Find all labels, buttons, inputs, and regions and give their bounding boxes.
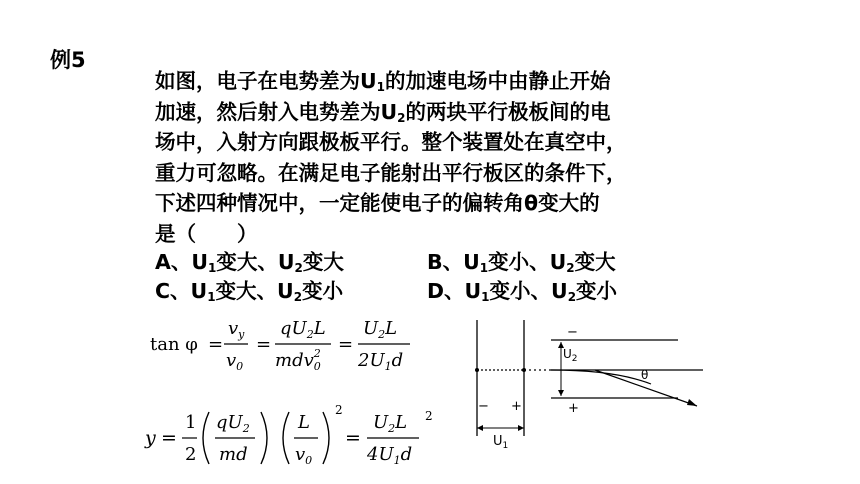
example-label: 例5 [50, 48, 86, 72]
physics-diagram [465, 318, 705, 450]
frac-denominator: $2U_1d$ [358, 350, 404, 373]
left-paren [203, 412, 209, 464]
question-line: 是（ ） [155, 221, 258, 246]
accel-minus-sign: − [478, 399, 489, 414]
arrow-head [558, 390, 564, 396]
electron-start-dot [475, 368, 479, 372]
accel-voltage-label: $U_1$ [493, 434, 509, 450]
frac-denominator: mdv$_0$2 [275, 347, 321, 373]
equals-sign: = [161, 427, 177, 449]
right-paren [261, 412, 267, 464]
formula-lhs: tan φ [150, 334, 198, 355]
question-line: 场中，入射方向跟极板平行。整个装置处在真空中， [155, 130, 627, 154]
deflect-voltage-label: $U_2$ [563, 347, 578, 364]
option-d[interactable]: D、$U_1$变小、$U_2$变小 [427, 279, 618, 304]
angle-label: θ [641, 368, 649, 382]
exponent: 2 [425, 409, 433, 423]
exit-dot [522, 368, 526, 372]
left-paren [283, 412, 289, 464]
equals-sign: = [256, 334, 272, 355]
answer-options [155, 248, 699, 306]
equals-sign: = [208, 334, 224, 355]
frac-numerator: $v_y$ [228, 318, 245, 341]
formula-y [143, 398, 443, 480]
question-line: 加速，然后射入电势差为$U_2$的两块平行极板间的电 [155, 99, 611, 125]
question-line: 如图，电子在电势差为$U_1$的加速电场中由静止开始 [155, 69, 611, 94]
arrow-head [518, 425, 524, 431]
exponent: 2 [335, 403, 343, 417]
frac-denominator: 2 [185, 444, 197, 465]
frac-numerator: 1 [185, 412, 197, 433]
frac-numerator: $U_2L$ [363, 318, 398, 341]
frac-numerator: $qU_2$ [216, 412, 250, 435]
arrow-head [477, 425, 483, 431]
option-c[interactable]: C、$U_1$变大、$U_2$变小 [155, 279, 344, 304]
arrow-head [687, 399, 697, 406]
frac-denominator: md [219, 444, 248, 465]
question-text [155, 66, 755, 249]
frac-numerator: $qU_2L$ [280, 318, 326, 341]
frac-denominator: $v_0$ [226, 350, 244, 373]
equals-sign: = [338, 334, 354, 355]
question-line: 下述四种情况中，一定能使电子的偏转角θ变大的 [155, 191, 600, 215]
frac-denominator: $v_0$ [295, 444, 313, 467]
formula-tan [148, 312, 418, 378]
option-a[interactable]: A、$U_1$变大、$U_2$变大 [155, 250, 344, 275]
plate-top-sign: − [567, 325, 578, 340]
formula-lhs: y [145, 427, 156, 449]
right-paren [323, 412, 329, 464]
accel-plus-sign: + [511, 399, 522, 414]
frac-numerator: L [298, 412, 310, 433]
equals-sign: = [345, 427, 361, 449]
frac-numerator: $U_2L$ [373, 412, 408, 435]
plate-bottom-sign: + [568, 401, 579, 416]
question-line: 重力可忽略。在满足电子能射出平行板区的条件下， [155, 160, 627, 185]
frac-denominator: $4U_1d$ [367, 444, 413, 467]
option-b[interactable]: B、$U_1$变小、$U_2$变大 [427, 250, 616, 275]
